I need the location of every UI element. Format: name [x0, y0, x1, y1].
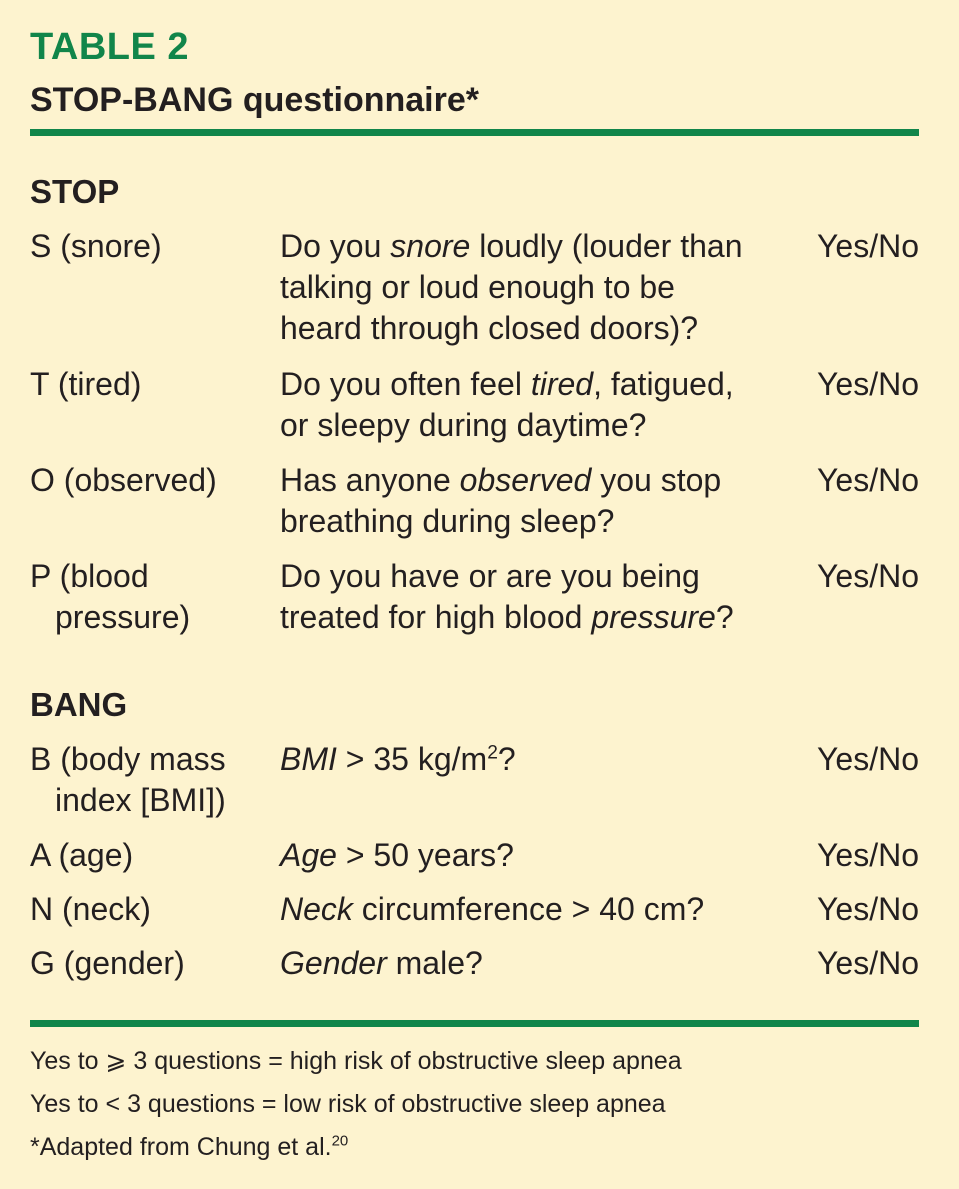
row-question: Do you often feel tired, fatigued, or sleepy during daytime? — [280, 366, 734, 443]
row-label: O (observed) — [30, 462, 217, 498]
table-title: STOP-BANG questionnaire* — [30, 81, 479, 119]
row-answer: Yes/No — [817, 837, 919, 873]
row-answer: Yes/No — [817, 228, 919, 264]
row-label: N (neck) — [30, 891, 151, 927]
section-heading-stop: STOP — [30, 173, 120, 210]
row-question: Has anyone observed you stop breathing during sleep? — [280, 462, 722, 539]
top-divider — [30, 129, 919, 136]
footnote-high-risk: Yes to ⩾ 3 questions = high risk of obstructive sleep apnea — [30, 1047, 682, 1075]
row-question: Neck circumference > 40 cm? — [280, 891, 705, 927]
footnote-low-risk: Yes to < 3 questions = low risk of obstructive sleep apnea — [30, 1090, 666, 1118]
row-label: A (age) — [30, 837, 134, 873]
bottom-divider — [30, 1020, 919, 1027]
row-question: Do you have or are you being treated for high blood pressure? — [280, 558, 734, 635]
row-label: P (blood pressure) — [30, 558, 191, 635]
row-label: T (tired) — [30, 366, 142, 402]
row-answer: Yes/No — [817, 366, 919, 402]
row-question: BMI > 35 $kg/m^2$? — [280, 741, 516, 777]
row-answer: Yes/No — [817, 558, 919, 594]
footnotes — [30, 1040, 682, 1169]
row-label: B (body mass index [BMI]) — [30, 741, 226, 818]
footnote-reference: 20 — [331, 1132, 349, 1150]
section-heading-bang: BANG — [30, 686, 128, 723]
row-question: Gender male? — [280, 945, 483, 981]
row-question: Do you snore loudly (louder than talking or loud enough to be heard through closed doors)? — [280, 228, 743, 346]
footnote-source: *Adapted from Chung et al.$^{20}$ — [30, 1132, 349, 1161]
table-label: TABLE 2 — [30, 26, 190, 68]
row-label: G (gender) — [30, 945, 185, 981]
row-label: S (snore) — [30, 228, 162, 264]
row-answer: Yes/No — [817, 945, 919, 981]
row-question: Age > 50 years? — [280, 837, 514, 873]
row-answer: Yes/No — [817, 891, 919, 927]
row-answer: Yes/No — [817, 462, 919, 498]
row-answer: Yes/No — [817, 741, 919, 777]
